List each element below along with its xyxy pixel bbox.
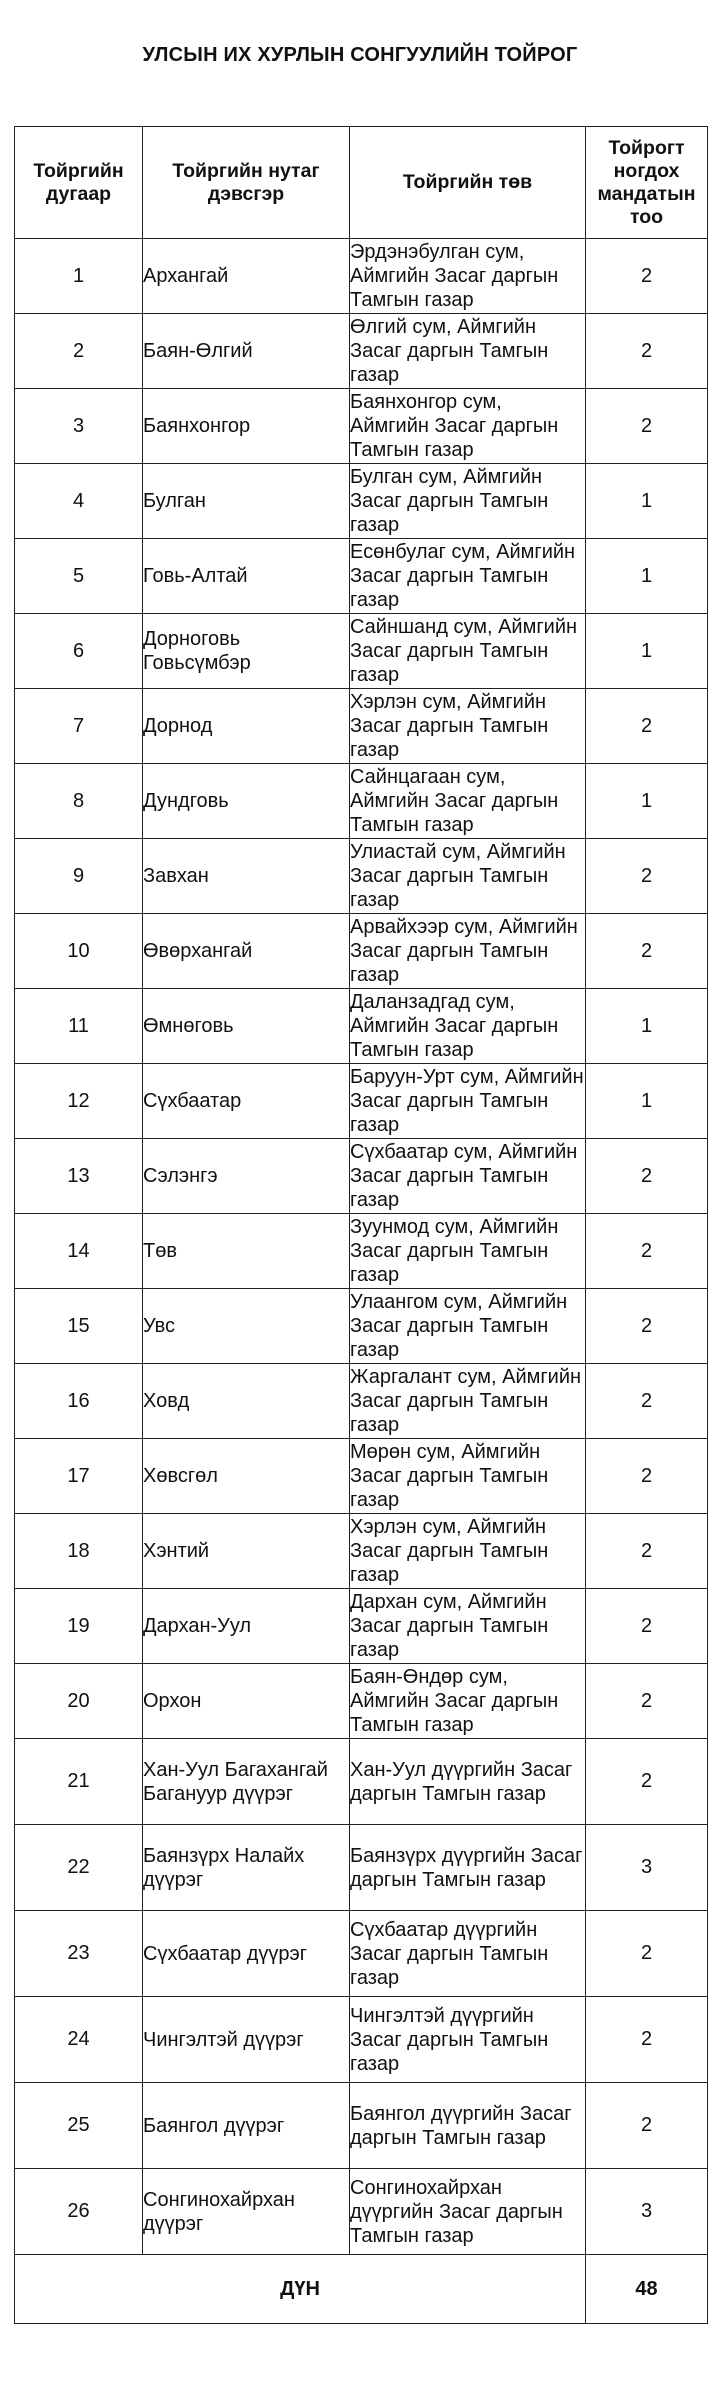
cell-number: 12 xyxy=(15,1064,143,1139)
cell-territory: Баянгол дүүрэг xyxy=(143,2083,350,2169)
cell-center: Хан-Уул дүүргийн Засаг даргын Тамгын газар xyxy=(350,1739,586,1825)
cell-center: Зуунмод сум, Аймгийн Засаг даргын Тамгын газар xyxy=(350,1214,586,1289)
header-number: Тойргийн дугаар xyxy=(15,127,143,239)
cell-territory: Баянзүрх Налайх дүүрэг xyxy=(143,1825,350,1911)
cell-number: 1 xyxy=(15,239,143,314)
cell-territory: Дорнод xyxy=(143,689,350,764)
table-row xyxy=(15,1739,708,1825)
table-row xyxy=(15,1139,708,1214)
page-title: УЛСЫН ИХ ХУРЛЫН СОНГУУЛИЙН ТОЙРОГ xyxy=(142,44,578,66)
cell-territory: Завхан xyxy=(143,839,350,914)
cell-center: Өлгий сум, Аймгийн Засаг даргын Тамгын газар xyxy=(350,314,586,389)
cell-number: 26 xyxy=(15,2169,143,2255)
cell-center: Баян-Өндөр сум, Аймгийн Засаг даргын Тамгын газар xyxy=(350,1664,586,1739)
cell-mandates: 2 xyxy=(586,1739,708,1825)
cell-center: Сонгинохайрхан дүүргийн Засаг даргын Тамгын газар xyxy=(350,2169,586,2255)
table-row xyxy=(15,1997,708,2083)
cell-territory: Увс xyxy=(143,1289,350,1364)
cell-territory: Хөвсгөл xyxy=(143,1439,350,1514)
cell-number: 4 xyxy=(15,464,143,539)
cell-territory: Чингэлтэй дүүрэг xyxy=(143,1997,350,2083)
cell-center: Баруун-Урт сум, Аймгийн Засаг даргын Тамгын газар xyxy=(350,1064,586,1139)
table-row xyxy=(15,1289,708,1364)
cell-territory: Говь-Алтай xyxy=(143,539,350,614)
cell-center: Сүхбаатар дүүргийн Засаг даргын Тамгын газар xyxy=(350,1911,586,1997)
cell-center: Хэрлэн сум, Аймгийн Засаг даргын Тамгын газар xyxy=(350,1514,586,1589)
cell-mandates: 2 xyxy=(586,1214,708,1289)
cell-mandates: 2 xyxy=(586,314,708,389)
cell-center: Булган сум, Аймгийн Засаг даргын Тамгын газар xyxy=(350,464,586,539)
table-row xyxy=(15,464,708,539)
cell-mandates: 1 xyxy=(586,764,708,839)
cell-number: 6 xyxy=(15,614,143,689)
cell-number: 15 xyxy=(15,1289,143,1364)
cell-mandates: 3 xyxy=(586,1825,708,1911)
table-row xyxy=(15,1514,708,1589)
table-row xyxy=(15,689,708,764)
table-row xyxy=(15,1364,708,1439)
cell-number: 17 xyxy=(15,1439,143,1514)
table-row xyxy=(15,1825,708,1911)
cell-territory: Архангай xyxy=(143,239,350,314)
cell-mandates: 2 xyxy=(586,1439,708,1514)
cell-number: 13 xyxy=(15,1139,143,1214)
cell-center: Улиастай сум, Аймгийн Засаг даргын Тамгын газар xyxy=(350,839,586,914)
cell-mandates: 1 xyxy=(586,464,708,539)
cell-mandates: 2 xyxy=(586,1997,708,2083)
table-row xyxy=(15,614,708,689)
table-row xyxy=(15,1214,708,1289)
cell-center: Мөрөн сум, Аймгийн Засаг даргын Тамгын газар xyxy=(350,1439,586,1514)
cell-territory: Баянхонгор xyxy=(143,389,350,464)
table-row xyxy=(15,1064,708,1139)
table-row xyxy=(15,239,708,314)
cell-mandates: 2 xyxy=(586,389,708,464)
total-row xyxy=(15,2255,708,2324)
cell-territory: Орхон xyxy=(143,1664,350,1739)
cell-number: 24 xyxy=(15,1997,143,2083)
cell-number: 3 xyxy=(15,389,143,464)
table-row xyxy=(15,314,708,389)
cell-number: 25 xyxy=(15,2083,143,2169)
cell-center: Хэрлэн сум, Аймгийн Засаг даргын Тамгын газар xyxy=(350,689,586,764)
cell-number: 14 xyxy=(15,1214,143,1289)
cell-mandates: 2 xyxy=(586,689,708,764)
table-row xyxy=(15,1589,708,1664)
cell-territory: Ховд xyxy=(143,1364,350,1439)
cell-center: Баянзүрх дүүргийн Засаг даргын Тамгын газар xyxy=(350,1825,586,1911)
cell-number: 2 xyxy=(15,314,143,389)
cell-mandates: 2 xyxy=(586,1289,708,1364)
cell-center: Есөнбулаг сум, Аймгийн Засаг даргын Тамгын газар xyxy=(350,539,586,614)
cell-territory: Хан-Уул Багахангай Багануур дүүрэг xyxy=(143,1739,350,1825)
cell-territory: Өмнөговь xyxy=(143,989,350,1064)
cell-number: 16 xyxy=(15,1364,143,1439)
cell-center: Сайншанд сум, Аймгийн Засаг даргын Тамгын газар xyxy=(350,614,586,689)
cell-center: Жаргалант сум, Аймгийн Засаг даргын Тамгын газар xyxy=(350,1364,586,1439)
total-value: 48 xyxy=(586,2255,708,2324)
cell-center: Баянгол дүүргийн Засаг даргын Тамгын газар xyxy=(350,2083,586,2169)
cell-territory: Сүхбаатар xyxy=(143,1064,350,1139)
cell-number: 7 xyxy=(15,689,143,764)
cell-territory: Дархан-Уул xyxy=(143,1589,350,1664)
cell-number: 9 xyxy=(15,839,143,914)
cell-territory: Төв xyxy=(143,1214,350,1289)
cell-mandates: 1 xyxy=(586,989,708,1064)
cell-territory: Булган xyxy=(143,464,350,539)
cell-mandates: 2 xyxy=(586,1911,708,1997)
cell-mandates: 2 xyxy=(586,1589,708,1664)
cell-mandates: 1 xyxy=(586,539,708,614)
cell-territory: Сонгинохайрхан дүүрэг xyxy=(143,2169,350,2255)
cell-mandates: 2 xyxy=(586,1364,708,1439)
table-row xyxy=(15,539,708,614)
total-label: ДҮН xyxy=(15,2255,586,2324)
cell-territory: Хэнтий xyxy=(143,1514,350,1589)
cell-territory: Сэлэнгэ xyxy=(143,1139,350,1214)
cell-center: Сайнцагаан сум, Аймгийн Засаг даргын Тамгын газар xyxy=(350,764,586,839)
cell-number: 22 xyxy=(15,1825,143,1911)
cell-center: Дархан сум, Аймгийн Засаг даргын Тамгын газар xyxy=(350,1589,586,1664)
cell-center: Баянхонгор сум, Аймгийн Засаг даргын Тамгын газар xyxy=(350,389,586,464)
table-row xyxy=(15,1911,708,1997)
header-center: Тойргийн төв xyxy=(350,127,586,239)
cell-mandates: 3 xyxy=(586,2169,708,2255)
cell-mandates: 1 xyxy=(586,614,708,689)
cell-number: 11 xyxy=(15,989,143,1064)
cell-number: 20 xyxy=(15,1664,143,1739)
cell-number: 19 xyxy=(15,1589,143,1664)
cell-mandates: 2 xyxy=(586,2083,708,2169)
cell-mandates: 2 xyxy=(586,839,708,914)
cell-center: Улаангом сум, Аймгийн Засаг даргын Тамгын газар xyxy=(350,1289,586,1364)
table-body xyxy=(15,239,708,2255)
cell-center: Сүхбаатар сум, Аймгийн Засаг даргын Тамгын газар xyxy=(350,1139,586,1214)
cell-center: Чингэлтэй дүүргийн Засаг даргын Тамгын газар xyxy=(350,1997,586,2083)
cell-center: Даланзадгад сум, Аймгийн Засаг даргын Тамгын газар xyxy=(350,989,586,1064)
table-row xyxy=(15,2169,708,2255)
cell-mandates: 2 xyxy=(586,1664,708,1739)
table-row xyxy=(15,989,708,1064)
districts-table xyxy=(14,126,708,2324)
header-territory: Тойргийн нутаг дэвсгэр xyxy=(143,127,350,239)
table-row xyxy=(15,1439,708,1514)
table-header xyxy=(15,127,708,239)
cell-number: 18 xyxy=(15,1514,143,1589)
cell-number: 5 xyxy=(15,539,143,614)
cell-number: 10 xyxy=(15,914,143,989)
table-row xyxy=(15,764,708,839)
table-row xyxy=(15,839,708,914)
cell-mandates: 2 xyxy=(586,1514,708,1589)
cell-territory: Сүхбаатар дүүрэг xyxy=(143,1911,350,1997)
cell-territory: Дундговь xyxy=(143,764,350,839)
table-row xyxy=(15,2083,708,2169)
cell-mandates: 2 xyxy=(586,1139,708,1214)
table-row xyxy=(15,389,708,464)
header-mandates: Тойрогт ногдох мандатын тоо xyxy=(586,127,708,239)
cell-number: 23 xyxy=(15,1911,143,1997)
cell-mandates: 2 xyxy=(586,239,708,314)
table-row xyxy=(15,1664,708,1739)
cell-number: 8 xyxy=(15,764,143,839)
cell-mandates: 2 xyxy=(586,914,708,989)
cell-mandates: 1 xyxy=(586,1064,708,1139)
table-row xyxy=(15,914,708,989)
cell-territory: Баян-Өлгий xyxy=(143,314,350,389)
cell-territory: Дорноговь Говьсүмбэр xyxy=(143,614,350,689)
cell-center: Эрдэнэбулган сум, Аймгийн Засаг даргын Тамгын газар xyxy=(350,239,586,314)
cell-center: Арвайхээр сум, Аймгийн Засаг даргын Тамгын газар xyxy=(350,914,586,989)
cell-number: 21 xyxy=(15,1739,143,1825)
cell-territory: Өвөрхангай xyxy=(143,914,350,989)
